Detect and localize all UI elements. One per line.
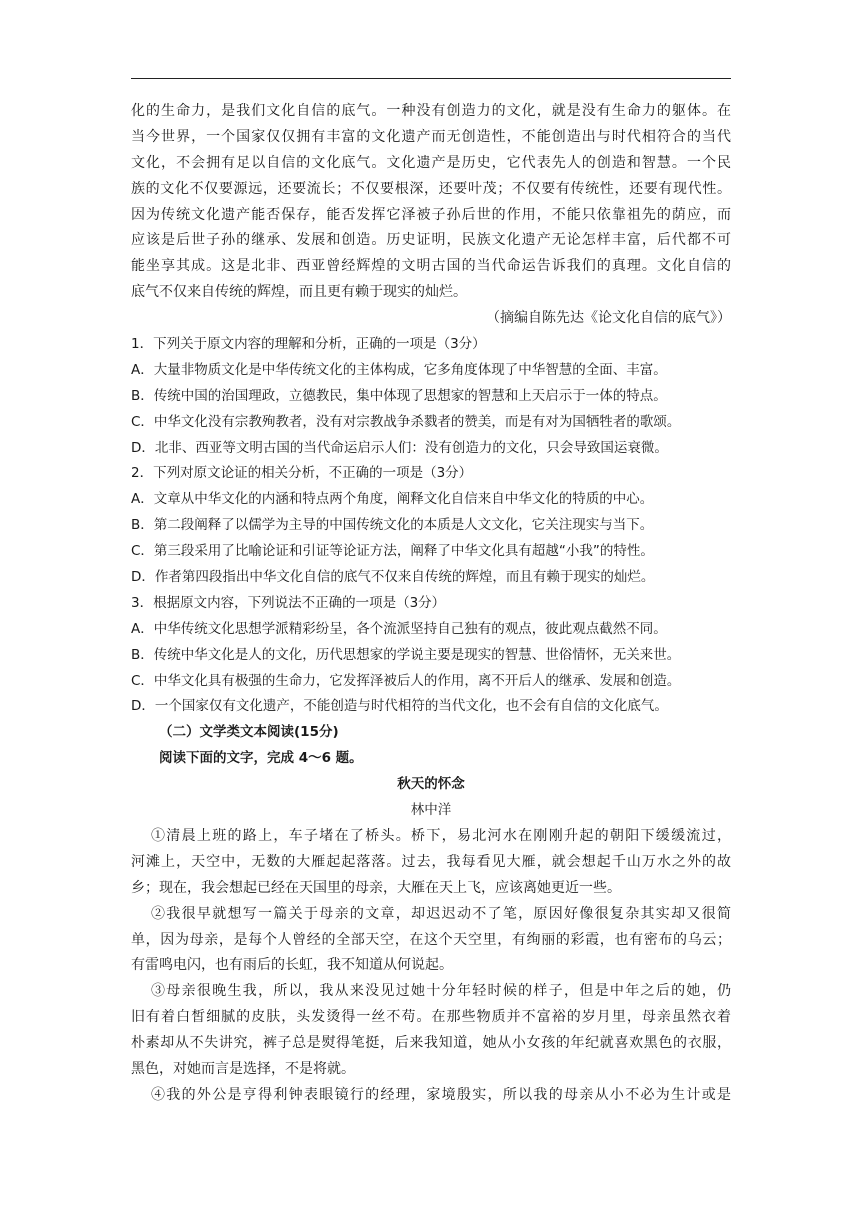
- question-3-option-a: A．中华传统文化思想学派精彩纷呈，各个流派坚持自己独有的观点，彼此观点截然不同。: [131, 620, 667, 637]
- question-3-option-b: B．传统中华文化是人的文化，历代思想家的学说主要是现实的智慧、世俗情怀，无关来世。: [131, 646, 681, 663]
- passage-line: 因为传统文化遗产能否保存，能否发挥它泽被子孙后世的作用，不能只依靠祖先的荫应，而: [131, 206, 731, 223]
- story-line: 旧有着白皙细腻的皮肤，头发烫得一丝不苟。在那些物质并不富裕的岁月里，母亲虽然衣着: [131, 1009, 731, 1026]
- question-1-option-a: A．大量非物质文化是中华传统文化的主体构成，它多角度体现了中华智慧的全面、丰富。: [131, 361, 667, 378]
- section-heading: （二）文学类文本阅读(15分): [159, 724, 339, 741]
- passage-line: 当今世界，一个国家仅仅拥有丰富的文化遗产而无创造性，不能创造出与时代相符合的当代: [131, 128, 731, 145]
- source-citation: （摘编自陈先达《论文化自信的底气》）: [486, 310, 731, 327]
- story-line: 单，因为母亲，是每个人曾经的全部天空，在这个天空里，有绚丽的彩霞，也有密布的乌云；: [131, 931, 731, 948]
- passage-line: 文化，不会拥有足以自信的文化底气。文化遗产是历史，它代表先人的创造和智慧。一个民: [131, 154, 731, 171]
- story-line: ①清晨上班的路上，车子堵在了桥头。桥下，易北河水在刚刚升起的朝阳下缓缓流过，: [151, 827, 731, 844]
- question-2-option-d: D．作者第四段指出中华文化自信的底气不仅来自传统的辉煌，而且有赖于现实的灿烂。: [131, 569, 655, 586]
- question-1-option-c: C．中华文化没有宗教殉教者，没有对宗教战争杀戮者的赞美，而是有对为国牺牲者的歌颂。: [131, 413, 681, 430]
- story-line: ③母亲很晚生我，所以，我从来没见过她十分年轻时候的样子，但是中年之后的她，仍: [151, 983, 731, 1000]
- passage-line: 底气不仅来自传统的辉煌，而且更有赖于现实的灿烂。: [131, 284, 467, 301]
- question-1-option-b: B．传统中国的治国理政，立德教民，集中体现了思想家的智慧和上天启示于一体的特点。: [131, 387, 667, 404]
- question-2-option-c: C．第三段采用了比喻论证和引证等论证方法，阐释了中华文化具有超越“小我”的特性。: [131, 543, 654, 560]
- passage-line: 应该是后世子孙的继承、发展和创造。历史证明，民族文化遗产无论怎样丰富，后代都不可: [131, 232, 731, 249]
- passage-line: 化的生命力，是我们文化自信的底气。一种没有创造力的文化，就是没有生命力的躯体。在: [131, 103, 731, 119]
- question-1-stem: 1．下列关于原文内容的理解和分析，正确的一项是（3分）: [131, 336, 486, 353]
- story-line: ④我的外公是亨得利钟表眼镜行的经理，家境殷实，所以我的母亲从小不必为生计或是: [151, 1086, 731, 1103]
- question-3-option-c: C．中华文化具有极强的生命力，它发挥泽被后人的作用，离不开后人的继承、发展和创造。: [131, 672, 681, 689]
- passage-line: 能坐享其成。这是北非、西亚曾经辉煌的文明古国的当代命运告诉我们的真理。文化自信的: [131, 258, 731, 275]
- question-2-option-b: B．第二段阐释了以儒学为主导的中国传统文化的本质是人文文化，它关注现实与当下。: [131, 517, 654, 534]
- story-line: 朴素却从不失讲究，裤子总是熨得笔挺，后来我知道，她从小女孩的年纪就喜欢黑色的衣服，: [131, 1035, 731, 1052]
- story-line: 有雷鸣电闪，也有雨后的长虹，我不知道从何说起。: [131, 957, 453, 974]
- story-line: ②我很早就想写一篇关于母亲的文章，却迟迟动不了笔，原因好像很复杂其实却又很简: [151, 905, 731, 922]
- question-1-option-d: D．北非、西亚等文明古国的当代命运启示人们：没有创造力的文化，只会导致国运衰微。: [131, 439, 668, 456]
- reading-instruction: 阅读下面的文字，完成 4～6 题。: [159, 750, 363, 767]
- question-3-option-d: D．一个国家仅有文化遗产，不能创造与时代相符的当代文化，也不会有自信的文化底气。: [131, 698, 668, 715]
- question-2-stem: 2．下列对原文论证的相关分析，不正确的一项是（3分）: [131, 465, 473, 482]
- question-3-stem: 3．根据原文内容，下列说法不正确的一项是（3分）: [131, 594, 446, 611]
- passage-line: 族的文化不仅要源远，还要流长；不仅要根深，还要叶茂；不仅要有传统性，还要有现代性。: [131, 180, 731, 197]
- story-title: 秋天的怀念: [397, 776, 465, 793]
- story-author: 林中洋: [410, 802, 452, 819]
- story-line: 河滩上，天空中，无数的大雁起起落落。过去，我每看见大雁，就会想起千山万水之外的故: [131, 853, 731, 870]
- page-content: [131, 99, 731, 1109]
- story-line: 黑色，对她而言是选择，不是将就。: [131, 1060, 355, 1077]
- header-rule: [131, 78, 731, 79]
- question-2-option-a: A．文章从中华文化的内涵和特点两个角度，阐释文化自信来自中华文化的特质的中心。: [131, 491, 654, 508]
- story-line: 乡；现在，我会想起已经在天国里的母亲，大雁在天上飞，应该离她更近一些。: [131, 879, 621, 896]
